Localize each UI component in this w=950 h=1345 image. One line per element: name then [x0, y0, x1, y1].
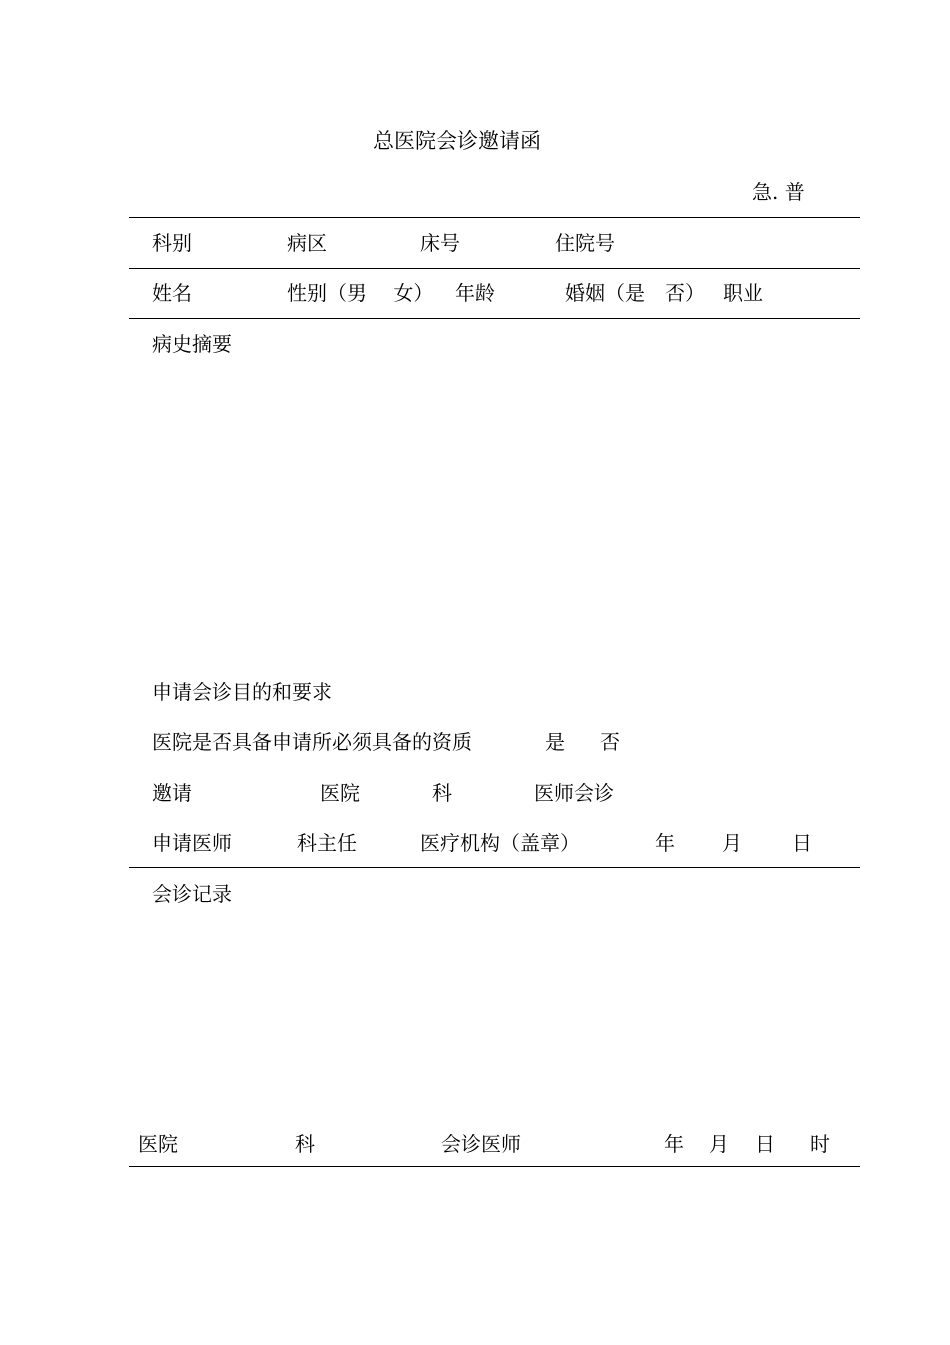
gender-label: 性别（男 女）	[287, 281, 434, 305]
form-title: 总医院会诊邀请函	[373, 129, 541, 153]
footer-month-label: 月	[709, 1132, 729, 1156]
qualification-yes: 是	[545, 730, 565, 754]
urgency-label: 急. 普	[752, 180, 805, 204]
divider-row2	[129, 318, 860, 319]
invite-hospital-label: 医院	[320, 781, 360, 805]
consultation-purpose-label: 申请会诊目的和要求	[152, 680, 332, 704]
invite-doctor-label: 医师会诊	[534, 781, 614, 805]
divider-record	[129, 867, 860, 868]
qualification-question: 医院是否具备申请所必须具备的资质	[152, 730, 472, 754]
bed-number-label: 床号	[420, 231, 460, 255]
sign-year-label: 年	[655, 831, 675, 855]
qualification-no: 否	[600, 730, 620, 754]
department-label: 科别	[152, 231, 192, 255]
history-summary-label: 病史摘要	[152, 332, 232, 356]
consultation-record-label: 会诊记录	[152, 882, 232, 906]
name-label: 姓名	[152, 281, 192, 305]
footer-hospital-label: 医院	[138, 1132, 178, 1156]
footer-department-label: 科	[295, 1132, 315, 1156]
occupation-label: 职业	[723, 281, 763, 305]
divider-row1	[129, 268, 860, 269]
footer-year-label: 年	[664, 1132, 684, 1156]
admission-number-label: 住院号	[555, 231, 615, 255]
invite-label: 邀请	[152, 781, 192, 805]
sign-month-label: 月	[722, 831, 742, 855]
divider-bottom	[129, 1166, 860, 1167]
divider-top	[129, 217, 860, 218]
department-director-label: 科主任	[297, 831, 357, 855]
sign-day-label: 日	[792, 831, 812, 855]
footer-consulting-doctor-label: 会诊医师	[441, 1132, 521, 1156]
invite-department-label: 科	[432, 781, 452, 805]
footer-hour-label: 时	[810, 1132, 830, 1156]
ward-label: 病区	[287, 231, 327, 255]
marital-status-label: 婚姻（是 否）	[565, 281, 705, 305]
applicant-doctor-label: 申请医师	[152, 831, 232, 855]
footer-day-label: 日	[755, 1132, 775, 1156]
institution-seal-label: 医疗机构（盖章）	[420, 831, 580, 855]
age-label: 年龄	[455, 281, 495, 305]
